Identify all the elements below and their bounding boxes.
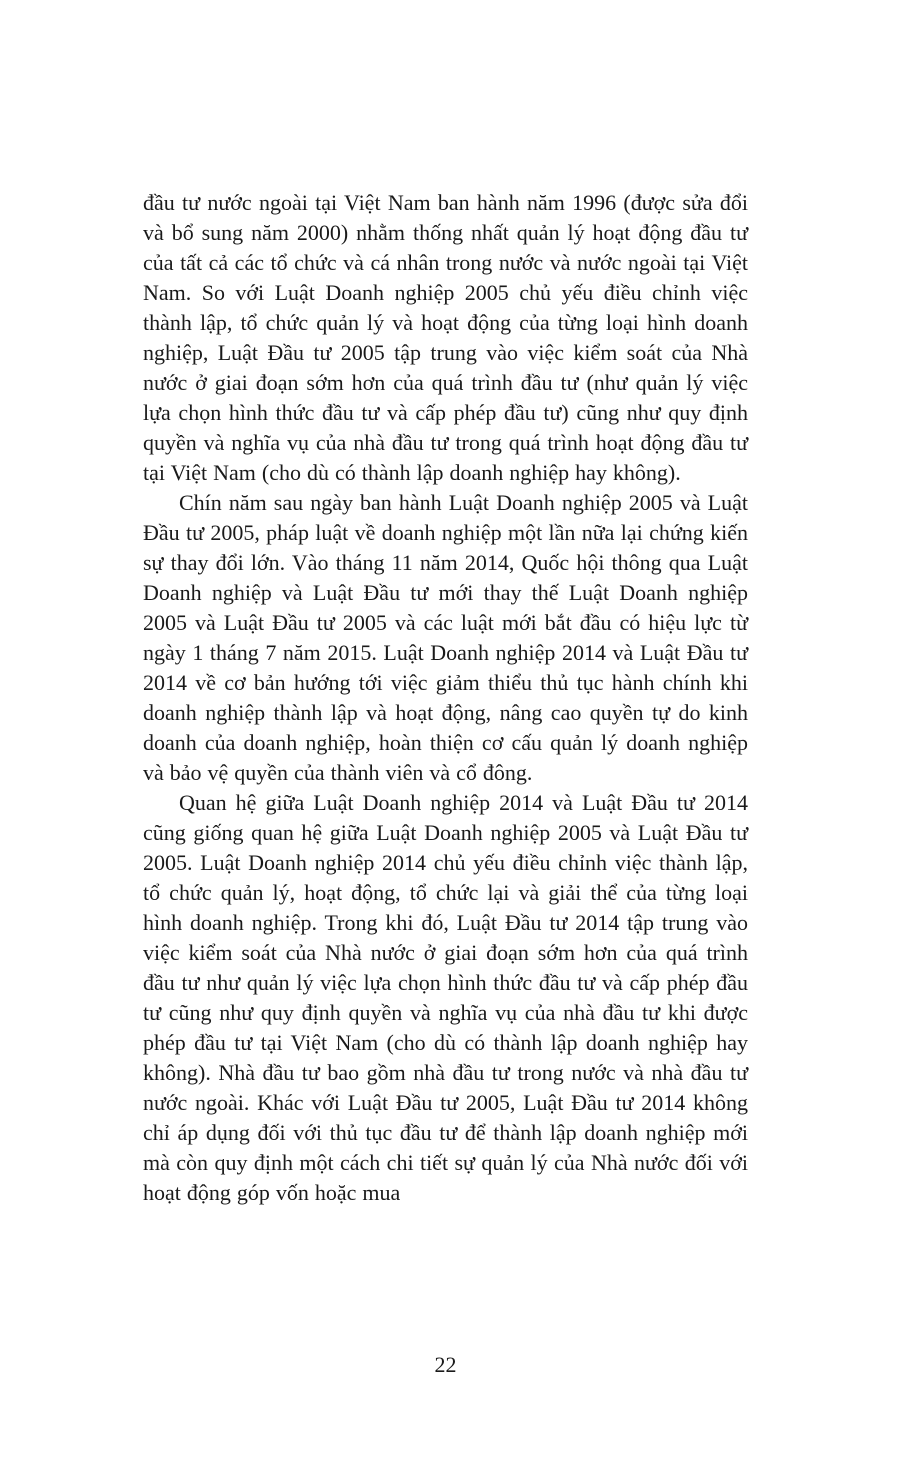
- body-text: [143, 188, 748, 1208]
- page-number: 22: [434, 1352, 457, 1377]
- paragraph: Quan hệ giữa Luật Doanh nghiệp 2014 và Luật Đầu tư 2014 cũng giống quan hệ giữa Luật Doanh nghiệp 2005 và Luật Đầu tư 2005. Luật Doanh nghiệp 2014 chủ yếu điều chỉnh việc thành lập, tổ chức quản lý, hoạt động, tổ chức lại và giải thể của từng loại hình doanh nghiệp. Trong khi đó, Luật Đầu tư 2014 tập trung vào việc kiểm soát của Nhà nước ở giai đoạn sớm hơn của quá trình đầu tư như quản lý việc lựa chọn hình thức đầu tư và cấp phép đầu tư cũng như quy định quyền và nghĩa vụ của nhà đầu tư khi được phép đầu tư tại Việt Nam (cho dù có thành lập doanh nghiệp hay không). Nhà đầu tư bao gồm nhà đầu tư trong nước và nhà đầu tư nước ngoài. Khác với Luật Đầu tư 2005, Luật Đầu tư 2014 không chỉ áp dụng đối với thủ tục đầu tư để thành lập doanh nghiệp mới mà còn quy định một cách chi tiết sự quản lý của Nhà nước đối với hoạt động góp vốn hoặc mua: [143, 790, 748, 1205]
- paragraph: Chín năm sau ngày ban hành Luật Doanh nghiệp 2005 và Luật Đầu tư 2005, pháp luật về doanh nghiệp một lần nữa lại chứng kiến sự thay đổi lớn. Vào tháng 11 năm 2014, Quốc hội thông qua Luật Doanh nghiệp và Luật Đầu tư mới thay thế Luật Doanh nghiệp 2005 và Luật Đầu tư 2005 và các luật mới bắt đầu có hiệu lực từ ngày 1 tháng 7 năm 2015. Luật Doanh nghiệp 2014 và Luật Đầu tư 2014 về cơ bản hướng tới việc giảm thiểu thủ tục hành chính khi doanh nghiệp thành lập và hoạt động, nâng cao quyền tự do kinh doanh của doanh nghiệp, hoàn thiện cơ cấu quản lý doanh nghiệp và bảo vệ quyền của thành viên và cổ đông.: [143, 490, 748, 785]
- paragraph-continuation: đầu tư nước ngoài tại Việt Nam ban hành năm 1996 (được sửa đổi và bổ sung năm 2000) nhằm thống nhất quản lý hoạt động đầu tư của tất cả các tổ chức và cá nhân trong nước và nước ngoài tại Việt Nam. So với Luật Doanh nghiệp 2005 chủ yếu điều chỉnh việc thành lập, tổ chức quản lý và hoạt động của từng loại hình doanh nghiệp, Luật Đầu tư 2005 tập trung vào việc kiểm soát của Nhà nước ở giai đoạn sớm hơn của quá trình đầu tư (như quản lý việc lựa chọn hình thức đầu tư và cấp phép đầu tư) cũng như quy định quyền và nghĩa vụ của nhà đầu tư trong quá trình hoạt động đầu tư tại Việt Nam (cho dù có thành lập doanh nghiệp hay không).: [143, 190, 748, 485]
